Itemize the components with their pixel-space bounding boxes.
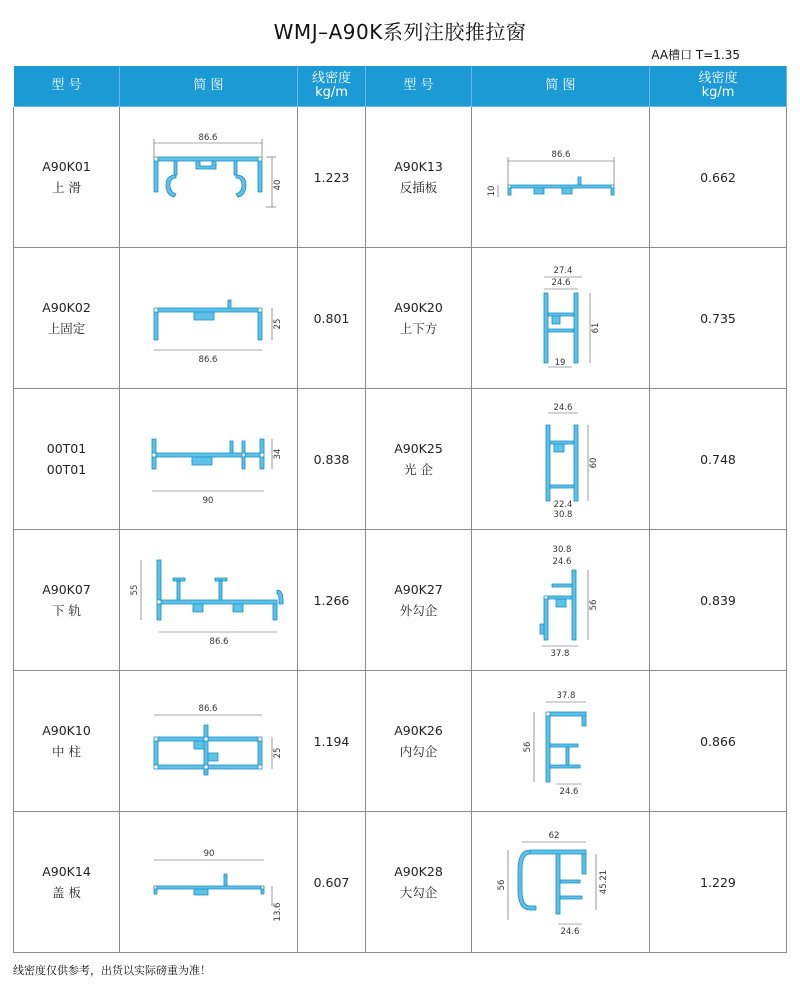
- table-row: [14, 248, 787, 389]
- profile-drawing: [486, 401, 636, 517]
- svg-text:55: 55: [129, 584, 140, 596]
- model-cell: A90K07 下 轨: [14, 530, 120, 671]
- footnote: 线密度仅供参考，出货以实际磅重为准！: [13, 964, 211, 977]
- svg-text:10: 10: [486, 185, 497, 197]
- svg-text:90: 90: [203, 849, 214, 859]
- model-cell: A90K20 上下方: [366, 248, 472, 389]
- svg-text:56: 56: [496, 879, 507, 891]
- drawing-cell: [120, 248, 298, 389]
- drawing-cell: [120, 671, 298, 812]
- svg-text:25: 25: [272, 747, 283, 759]
- table-row: [14, 671, 787, 812]
- svg-text:61: 61: [590, 322, 601, 334]
- density-cell: 1.229: [650, 812, 787, 953]
- svg-text:56: 56: [588, 599, 599, 611]
- svg-text:62: 62: [548, 831, 559, 841]
- model-cell: A90K01 上 滑: [14, 107, 120, 248]
- profile-drawing: [134, 832, 284, 932]
- profile-drawing: [134, 127, 284, 227]
- model-cell: 00T01 00T01: [14, 389, 120, 530]
- density-cell: 1.194: [298, 671, 366, 812]
- page-title: WMJ–A90K系列注胶推拉窗: [273, 20, 527, 44]
- header-drawing: 简 图: [472, 66, 650, 107]
- svg-text:24.6: 24.6: [559, 787, 578, 796]
- svg-text:30.8: 30.8: [552, 545, 571, 555]
- density-cell: 0.801: [298, 248, 366, 389]
- model-cell: A90K14 盖 板: [14, 812, 120, 953]
- svg-text:86.6: 86.6: [198, 704, 217, 714]
- model-cell: A90K28 大勾企: [366, 812, 472, 953]
- svg-text:56: 56: [522, 741, 533, 753]
- profile-drawing: [134, 268, 284, 368]
- density-cell: 0.735: [650, 248, 787, 389]
- table-header-row: [14, 66, 787, 107]
- profile-drawing: [134, 409, 284, 509]
- svg-text:37.8: 37.8: [556, 691, 575, 701]
- header-density: 线密度 kg/m: [650, 66, 787, 107]
- svg-text:24.6: 24.6: [552, 557, 571, 567]
- density-cell: 0.839: [650, 530, 787, 671]
- profile-drawing: [486, 127, 636, 227]
- table-row: [14, 107, 787, 248]
- model-cell: A90K13 反插板: [366, 107, 472, 248]
- svg-text:45.21: 45.21: [598, 869, 609, 895]
- svg-text:13.6: 13.6: [272, 902, 283, 922]
- table-row: [14, 530, 787, 671]
- density-cell: 0.662: [650, 107, 787, 248]
- density-cell: 0.748: [650, 389, 787, 530]
- svg-text:86.6: 86.6: [551, 150, 570, 160]
- density-cell: 0.866: [650, 671, 787, 812]
- density-cell: 0.607: [298, 812, 366, 953]
- svg-text:30.8: 30.8: [553, 510, 572, 517]
- svg-text:22.4: 22.4: [553, 500, 572, 510]
- table-row: [14, 812, 787, 953]
- svg-text:27.4: 27.4: [553, 266, 572, 276]
- svg-text:24.6: 24.6: [560, 927, 579, 937]
- model-cell: A90K25 光 企: [366, 389, 472, 530]
- model-cell: A90K10 中 柱: [14, 671, 120, 812]
- header-model: 型 号: [14, 66, 120, 107]
- drawing-cell: [472, 389, 650, 530]
- profile-table: [13, 65, 787, 953]
- svg-text:37.8: 37.8: [550, 649, 569, 658]
- svg-text:34: 34: [272, 448, 283, 460]
- svg-text:86.6: 86.6: [209, 637, 228, 647]
- density-cell: 0.838: [298, 389, 366, 530]
- header-density: 线密度 kg/m: [298, 66, 366, 107]
- profile-drawing: [129, 550, 289, 650]
- header-model: 型 号: [366, 66, 472, 107]
- svg-text:25: 25: [272, 318, 283, 330]
- svg-text:90: 90: [202, 496, 213, 506]
- svg-text:86.6: 86.6: [198, 355, 217, 365]
- drawing-cell: [120, 107, 298, 248]
- density-cell: 1.266: [298, 530, 366, 671]
- drawing-cell: [472, 812, 650, 953]
- density-cell: 1.223: [298, 107, 366, 248]
- header-drawing: 简 图: [120, 66, 298, 107]
- drawing-cell: [472, 107, 650, 248]
- table-row: [14, 389, 787, 530]
- svg-text:24.6: 24.6: [553, 403, 572, 413]
- profile-drawing: [486, 542, 636, 658]
- drawing-cell: [472, 671, 650, 812]
- profile-drawing: [486, 263, 636, 373]
- profile-drawing: [486, 686, 636, 796]
- svg-text:24.6: 24.6: [551, 278, 570, 288]
- model-cell: A90K02 上固定: [14, 248, 120, 389]
- model-cell: A90K26 内勾企: [366, 671, 472, 812]
- drawing-cell: [472, 248, 650, 389]
- svg-text:86.6: 86.6: [198, 133, 217, 143]
- svg-text:19: 19: [554, 358, 565, 368]
- slot-spec: AA槽口 T=1.35: [651, 48, 740, 62]
- drawing-cell: [120, 812, 298, 953]
- model-cell: A90K27 外勾企: [366, 530, 472, 671]
- svg-text:40: 40: [272, 179, 283, 191]
- svg-text:60: 60: [588, 457, 599, 469]
- drawing-cell: [120, 530, 298, 671]
- drawing-cell: [120, 389, 298, 530]
- profile-drawing: [134, 691, 284, 791]
- profile-drawing: [486, 824, 636, 940]
- drawing-cell: [472, 530, 650, 671]
